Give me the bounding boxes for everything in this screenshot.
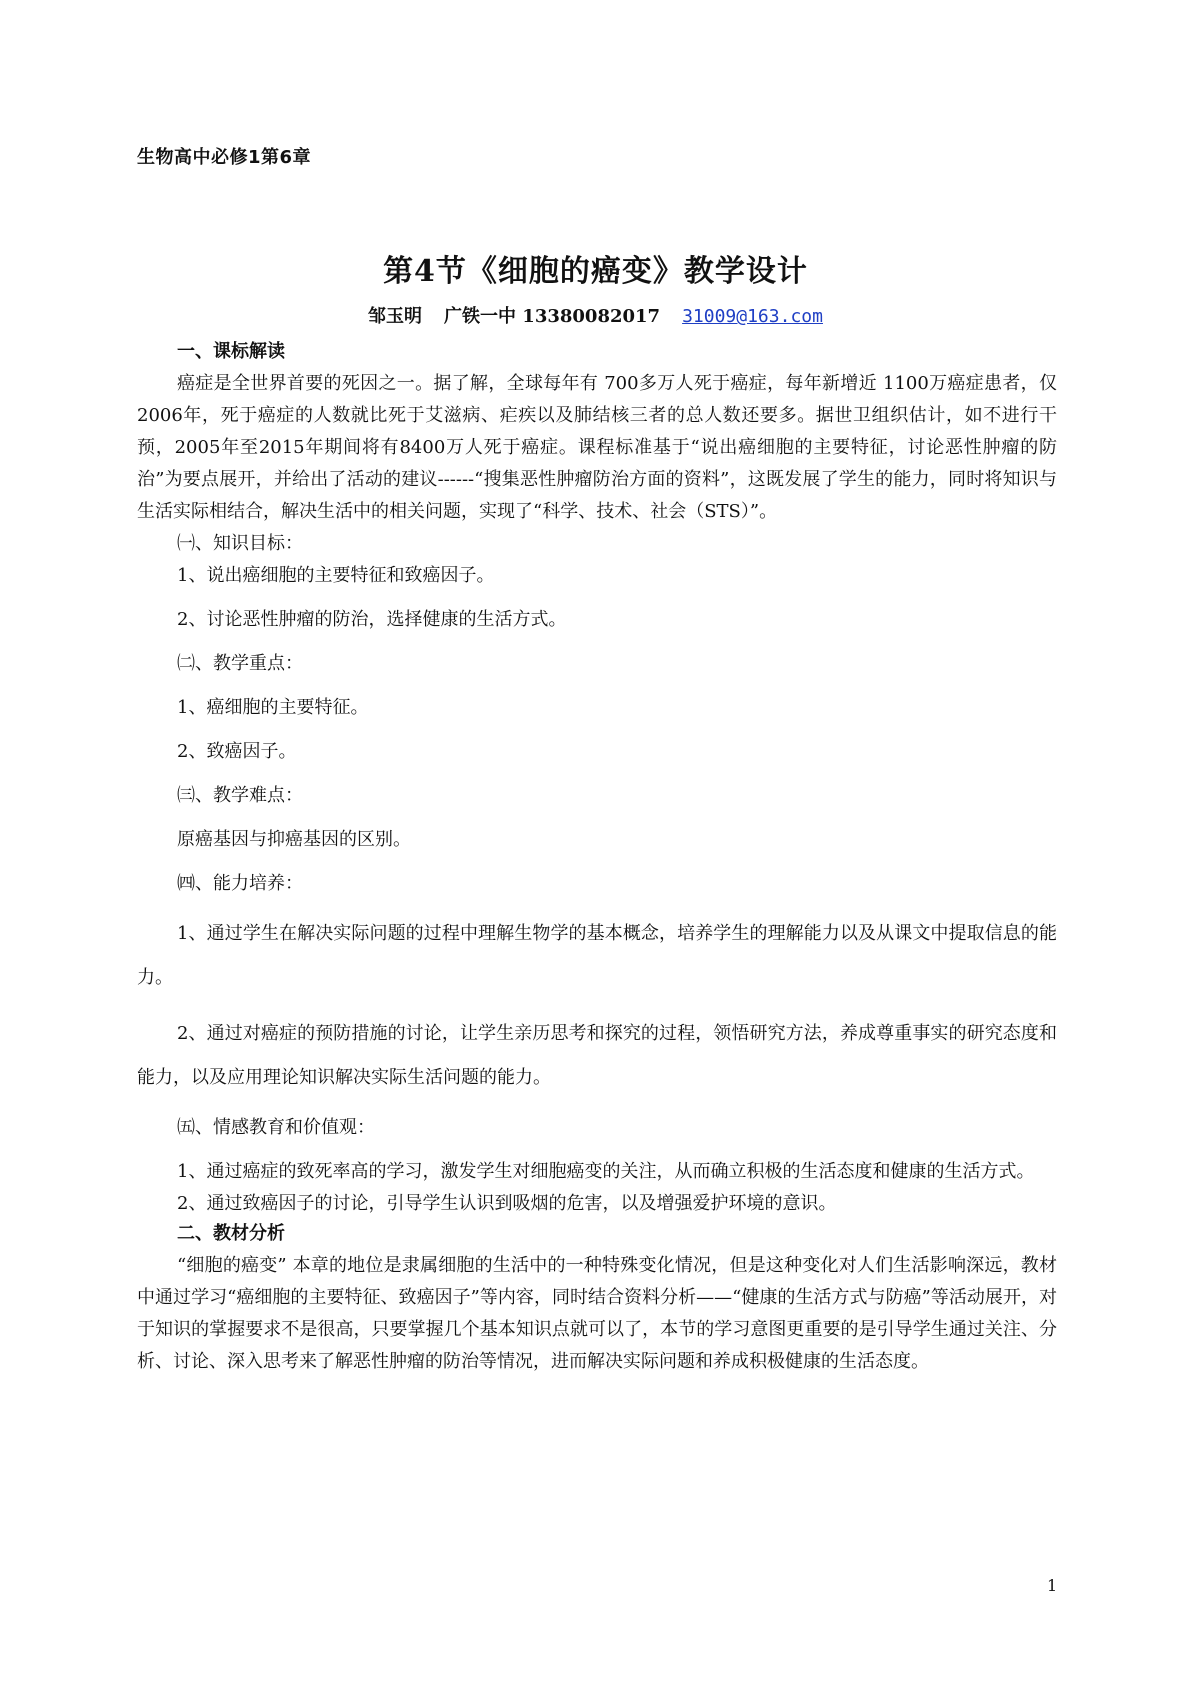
knowledge-goal-item: 1、说出癌细胞的主要特征和致癌因子。 xyxy=(177,565,495,586)
emotion-values-item: 2、通过致癌因子的讨论，引导学生认识到吸烟的危害，以及增强爱护环境的意识。 xyxy=(177,1193,837,1214)
ability-item: 2、通过对癌症的预防措施的讨论，让学生亲历思考和探究的过程，领悟研究方法，养成尊重事实的研究态度和能力，以及应用理论知识解决实际生活问题的能力。 xyxy=(137,1023,1057,1088)
teaching-focus-heading: ㈡、教学重点： xyxy=(177,653,303,674)
teaching-focus-item: 2、致癌因子。 xyxy=(177,741,297,762)
section-1 xyxy=(137,336,1057,1220)
author-name: 邹玉明 xyxy=(368,306,423,327)
ability-heading: ㈣、能力培养： xyxy=(177,873,303,894)
author-school: 广铁一中 xyxy=(444,306,517,327)
author-email-link[interactable]: 31009@163.com xyxy=(682,306,823,327)
author-phone: 13380082017 xyxy=(522,306,661,327)
section-1-intro: 癌症是全世界首要的死因之一。据了解，全球每年有 700多万人死于癌症，每年新增近 1100万癌症患者，仅2006年，死于癌症的人数就比死于艾滋病、疟疾以及肺结核三者的总人数还要多。据世卫组织估计，如不进行干预，2005年至2015年期间将有8400万人死于癌症。课程标准基于“说出癌细胞的主要特征，讨论恶性肿瘤的防治”为要点展开，并给出了活动的建议------“搜集恶性肿瘤防治方面的资料”，这既发展了学生的能力，同时将知识与生活实际相结合，解决生活中的相关问题，实现了“科学、技术、社会（STS）”。 xyxy=(137,373,1057,522)
knowledge-goal-item: 2、讨论恶性肿瘤的防治，选择健康的生活方式。 xyxy=(177,609,567,630)
section-2 xyxy=(137,1218,1057,1378)
chapter-label: 生物高中必修1第6章 xyxy=(137,147,312,168)
knowledge-goals-heading: ㈠、知识目标： xyxy=(177,533,303,554)
section-2-text: “细胞的癌变” 本章的地位是隶属细胞的生活中的一种特殊变化情况，但是这种变化对人们生活影响深远，教材中通过学习“癌细胞的主要特征、致癌因子”等内容，同时结合资料分析——“健康的生活方式与防癌”等活动展开，对于知识的掌握要求不是很高，只要掌握几个基本知识点就可以了，本节的学习意图更重要的是引导学生通过关注、分析、讨论、深入思考来了解恶性肿瘤的防治等情况，进而解决实际问题和养成积极健康的生活态度。 xyxy=(137,1255,1057,1372)
emotion-values-heading: ㈤、情感教育和价值观： xyxy=(177,1117,375,1138)
author-line xyxy=(0,302,1191,328)
ability-item: 1、通过学生在解决实际问题的过程中理解生物学的基本概念，培养学生的理解能力以及从课文中提取信息的能力。 xyxy=(137,923,1057,988)
emotion-values-item: 1、通过癌症的致死率高的学习，激发学生对细胞癌变的关注，从而确立积极的生活态度和健康的生活方式。 xyxy=(177,1161,1035,1182)
page-title: 第4节《细胞的癌变》教学设计 xyxy=(383,254,808,289)
teaching-focus-item: 1、癌细胞的主要特征。 xyxy=(177,697,369,718)
teaching-difficulty-heading: ㈢、教学难点： xyxy=(177,785,303,806)
page-number: 1 xyxy=(1047,1576,1058,1595)
teaching-difficulty-item: 原癌基因与抑癌基因的区别。 xyxy=(177,829,411,850)
section-1-heading: 一、课标解读 xyxy=(177,341,285,362)
section-2-heading: 二、教材分析 xyxy=(177,1223,285,1244)
